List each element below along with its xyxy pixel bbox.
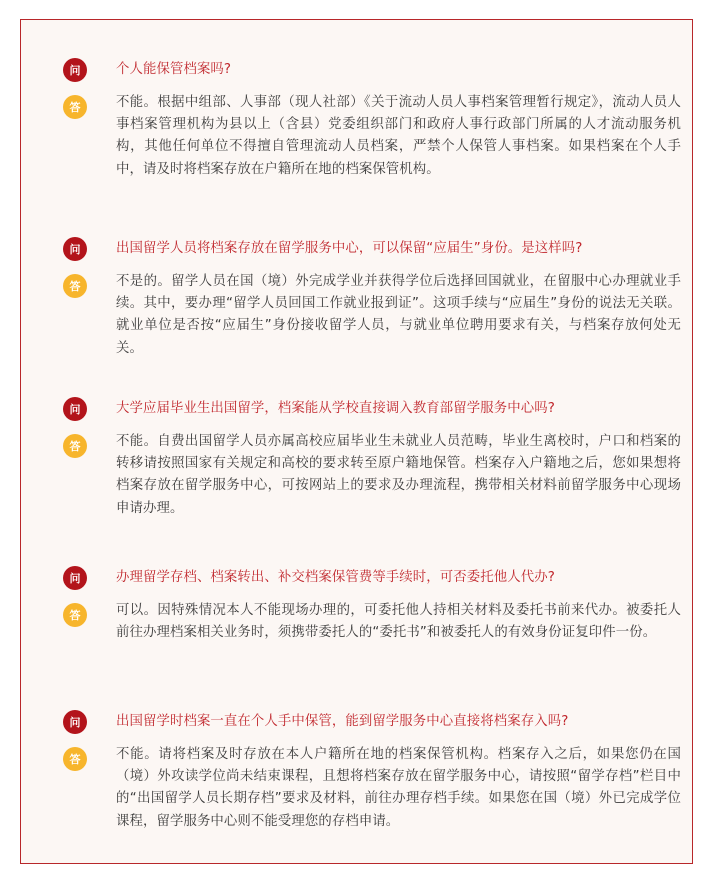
answer-text: 可以。因特殊情况本人不能现场办理的，可委托他人持相关材料及委托书前来代办。被委托人前往办理档案相关业务时，须携带委托人的“委托书”和被委托人的有效身份证复印件一份。: [116, 603, 681, 641]
answer-text: 不能。根据中组部、人事部（现人社部）《关于流动人员人事档案管理暂行规定》，流动人员人事档案管理机构为县以上（含县）党委组织部门和政府人事行政部门所属的人才流动服务机构，其他任何单位不得擅自管理流动人员档案，严禁个人保管人事档案。如果档案在个人手中，请及时将档案存放在户籍所在地的档案保管机构。: [116, 95, 681, 177]
faq-panel: [20, 19, 693, 864]
answer-badge: 答: [63, 747, 87, 771]
answer-text: 不能。请将档案及时存放在本人户籍所在地的档案保管机构。档案存入之后，如果您仍在国（境）外攻读学位尚未结束课程，且想将档案存放在留学服务中心，请按照“留学存档”栏目中的“出国留学人员长期存档”要求及材料，前往办理存档手续。如果您在国（境）外已完成学位课程，留学服务中心则不能受理您的存档申请。: [116, 747, 681, 829]
question-badge: 问: [63, 397, 87, 421]
question-text: 大学应届毕业生出国留学，档案能从学校直接调入教育部留学服务中心吗?: [116, 401, 555, 416]
question-text: 出国留学人员将档案存放在留学服务中心，可以保留“应届生”身份。是这样吗?: [116, 241, 583, 256]
answer-badge: 答: [63, 603, 87, 627]
answer-text: 不是的。留学人员在国（境）外完成学业并获得学位后选择回国就业，在留服中心办理就业手续。其中，要办理“留学人员回国工作就业报到证”。这项手续与“应届生”身份的说法无关联。就业单位是否按“应届生”身份接收留学人员，与就业单位聘用要求有关，与档案存放何处无关。: [116, 274, 681, 356]
question-badge: 问: [63, 710, 87, 734]
question-text: 个人能保管档案吗?: [116, 62, 232, 77]
question-badge: 问: [63, 566, 87, 590]
answer-badge: 答: [63, 95, 87, 119]
answer-badge: 答: [63, 274, 87, 298]
answer-text: 不能。自费出国留学人员亦属高校应届毕业生未就业人员范畴，毕业生离校时，户口和档案的转移请按照国家有关规定和高校的要求转至原户籍地保管。档案存入户籍地之后，您如果想将档案存放在留学服务中心，可按网站上的要求及办理流程，携带相关材料前留学服务中心现场申请办理。: [116, 434, 681, 516]
question-text: 办理留学存档、档案转出、补交档案保管费等手续时，可否委托他人代办?: [116, 570, 555, 585]
question-text: 出国留学时档案一直在个人手中保管，能到留学服务中心直接将档案存入吗?: [116, 714, 569, 729]
question-badge: 问: [63, 58, 87, 82]
answer-badge: 答: [63, 434, 87, 458]
question-badge: 问: [63, 237, 87, 261]
